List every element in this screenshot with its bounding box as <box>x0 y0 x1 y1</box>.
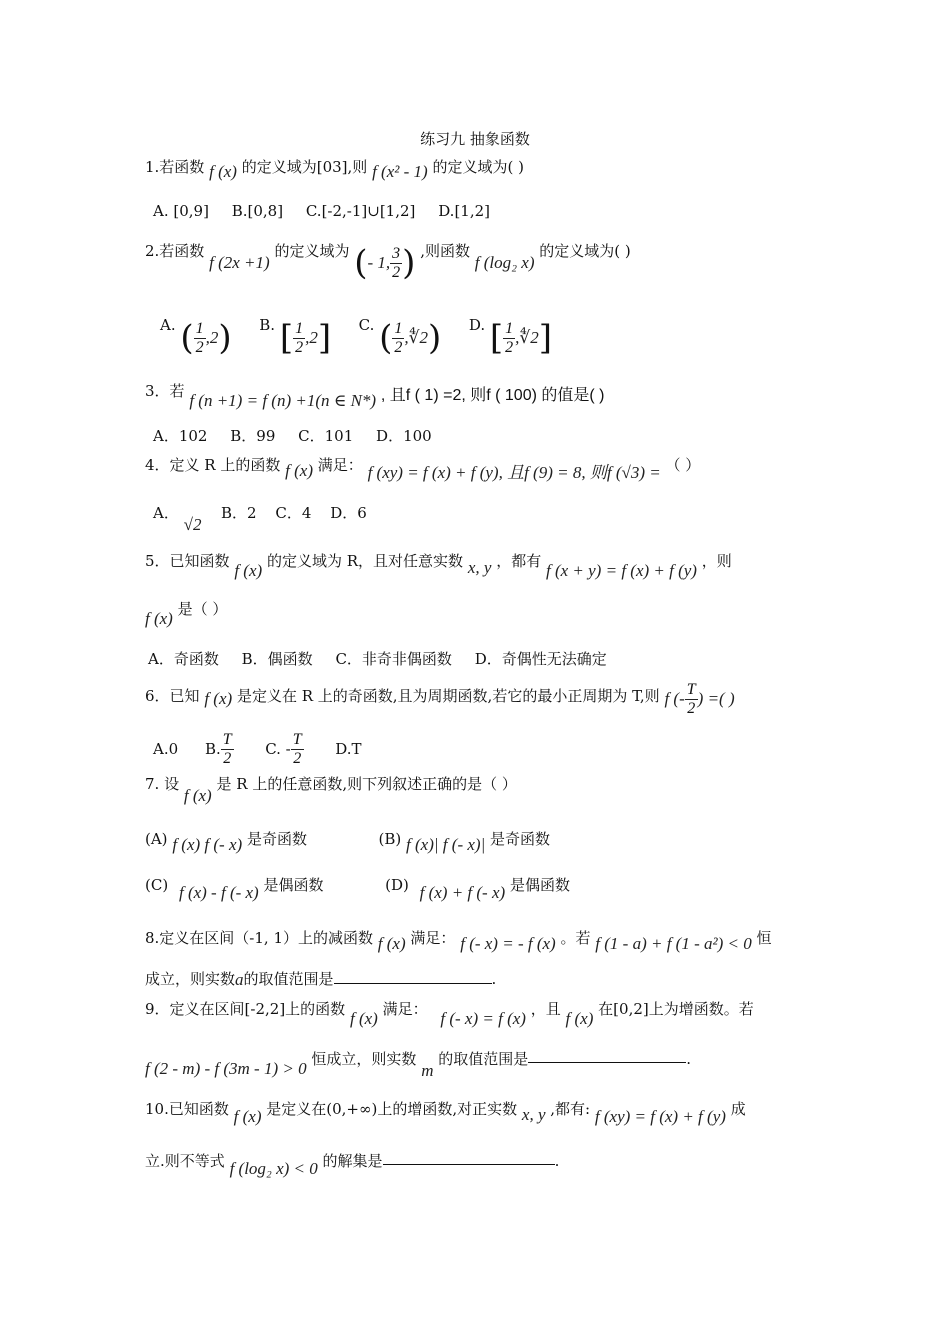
q7-option-c-label: (C) <box>145 876 169 894</box>
q9-line2-text-a: 恒成立，则实数 <box>311 1050 417 1068</box>
q7-option-b-label: (B) <box>378 830 402 848</box>
q9-text-b: 满足： <box>382 1000 428 1018</box>
q7-option-d-label: (D) <box>385 876 409 894</box>
q2-option-c-label: C. <box>358 316 375 334</box>
q4-text-a: 4．定义 R 上的函数 <box>145 456 281 474</box>
q4-math-f: f (x) <box>285 461 313 480</box>
question-9-line2: f (2 - m) - f (3m - 1) > 0 恒成立，则实数 m 的取值范围是 . <box>145 1050 692 1080</box>
q4-option-b: B．2 <box>221 504 257 522</box>
question-3-options <box>153 425 830 447</box>
question-7-options-cd <box>145 874 830 908</box>
q4-option-a-math: √2 <box>183 515 202 534</box>
q10-answer-blank[interactable] <box>383 1150 555 1165</box>
q5-math-condition: f (x + y) = f (x) + f (y) <box>545 561 697 580</box>
q7-option-b-text: 是奇函数 <box>490 830 551 848</box>
q4-math-condition: f (xy) = f (x) + f (y), 且f (9) = 8, 则f (√3) = <box>367 463 661 482</box>
q8-line2-text-a: 成立，则实数 <box>145 970 236 988</box>
q8-text-b: 满足： <box>410 929 456 947</box>
q6-text-b: 是定义在 R 上的奇函数,且为周期函数,若它的最小正周期为 T,则 <box>236 687 660 705</box>
q9-text-a: 9．定义在区间[-2,2]上的函数 <box>145 1000 346 1018</box>
q5-math-f: f (x) <box>234 561 263 580</box>
q8-math-inequality: f (1 - a) + f (1 - a²) < 0 <box>595 934 752 953</box>
q9-math-m: m <box>421 1061 434 1080</box>
q7-option-a-math: f (x) f (- x) <box>172 835 243 854</box>
q2-option-d-label: D. <box>468 316 486 334</box>
question-6-options: A.0 B. $\frac{T}{2}$ C. - $\frac{T}{2}$ D.T <box>153 730 362 767</box>
q2-text-a: 2.若函数 <box>145 242 205 260</box>
q9-text-c: ，且 <box>530 1000 561 1018</box>
q5-math-f2: f (x) <box>145 609 173 628</box>
question-10-line2: 立.则不等式 f (log₂ x) < 0 的解集是 . <box>145 1152 560 1178</box>
q8-line2-text-b: 的取值范围是 <box>243 970 334 988</box>
q10-math-inequality: f (log₂ x) < 0 <box>229 1159 318 1178</box>
q2-interval-frac: $\frac{3}{2}$ <box>392 244 401 281</box>
q5-text-d: ，则 <box>701 552 732 570</box>
q2-text-d: 的定义域为( ) <box>539 242 631 260</box>
q10-text-a: 10.已知函数 <box>145 1100 229 1118</box>
q5-text-e: 是（ ） <box>177 600 228 618</box>
q7-option-d-text: 是偶函数 <box>509 876 570 894</box>
q3-option-d: D．100 <box>376 427 432 445</box>
question-7-stem <box>145 773 830 809</box>
question-5-stem-line2 <box>145 598 830 634</box>
q1-text-c: 的定义域为( ) <box>432 158 524 176</box>
q6-option-c-label: C. - <box>265 740 291 758</box>
q9-line2-text-b: 的取值范围是 <box>438 1050 529 1068</box>
q3-text-a: 3．若 <box>145 382 185 400</box>
q8-text-d: 恒 <box>756 929 772 947</box>
q8-math-a: a <box>235 970 244 989</box>
question-8-line2: 成立，则实数a的取值范围是 . <box>145 970 497 989</box>
q1-math-f: f (x) <box>209 162 237 181</box>
q4-option-a-label: A． <box>153 504 179 522</box>
q1-option-d: D.[1,2] <box>438 202 491 220</box>
q10-text-d: 成 <box>730 1100 746 1118</box>
q2-text-b: 的定义域为 <box>274 242 350 260</box>
q8-math-f: f (x) <box>377 934 406 953</box>
question-4-options <box>153 502 830 538</box>
q3-option-b: B．99 <box>230 427 276 445</box>
question-2-options: A. ( $\frac{1}{2}$ ,2) B. [ $\frac{1}{2}$ ,2] C. ( $\frac{1}{2}$ ,∜2) D. [ $\frac{1}{2}$ ,∜2] <box>160 316 553 358</box>
q6-option-d: D.T <box>335 740 362 758</box>
q3-option-c: C．101 <box>298 427 354 445</box>
q7-option-b-math: f (x)| f (- x)| <box>406 835 486 854</box>
q9-text-d: 在[0,2]上为增函数。若 <box>598 1000 754 1018</box>
question-1-stem <box>145 153 830 183</box>
question-9-stem <box>145 998 830 1032</box>
q7-option-a-text: 是奇函数 <box>246 830 307 848</box>
q8-text-c: 。若 <box>560 929 591 947</box>
q6-option-b-label: B. <box>204 740 221 758</box>
question-7-options-ab <box>145 828 830 862</box>
q6-frac: $\frac{T}{2}$ <box>686 680 696 717</box>
question-5-options <box>148 648 830 670</box>
question-4-stem <box>145 454 830 490</box>
q5-math-xy: x, y <box>467 558 492 577</box>
q1-text-b: 的定义域为[03],则 <box>241 158 368 176</box>
q10-text-c: ,都有: <box>550 1100 591 1118</box>
q2-option-b-label: B. <box>259 316 276 334</box>
q5-option-c: C．非奇非偶函数 <box>335 650 452 668</box>
q6-math-pre: f (- <box>664 689 685 708</box>
q4-text-b: 满足： <box>317 456 363 474</box>
q7-option-c-text: 是偶函数 <box>263 876 324 894</box>
q7-math-f: f (x) <box>183 786 212 805</box>
q5-option-a: A．奇函数 <box>148 650 219 668</box>
q9-math-f: f (x) <box>349 1009 378 1028</box>
question-8-stem <box>145 927 830 961</box>
question-6-stem <box>145 676 830 720</box>
q10-math-xy: x, y <box>521 1105 546 1124</box>
q9-answer-blank[interactable] <box>528 1048 686 1063</box>
q2-option-a-label: A. <box>160 316 176 334</box>
q4-text-c: （ ） <box>665 456 701 474</box>
question-3-stem <box>145 380 830 416</box>
q2-interval-left: - 1, <box>367 253 391 272</box>
q7-option-c-math: f (x) - f (- x) <box>178 883 259 902</box>
q1-option-b: B.[0,8] <box>231 202 284 220</box>
q7-option-a-label: (A) <box>145 830 168 848</box>
q7-text-b: 是 R 上的任意函数,则下列叙述正确的是（ ） <box>216 775 517 793</box>
q3-math: f (n +1) = f (n) +1(n ∈ N*) <box>189 391 377 410</box>
q10-math-condition: f (xy) = f (x) + f (y) <box>594 1107 726 1126</box>
q9-math-condition: f (- x) = f (x) <box>440 1009 526 1028</box>
q8-text-a: 8.定义在区间（-1, 1）上的减函数 <box>145 929 374 947</box>
q6-math-f: f (x) <box>204 689 233 708</box>
q3-text-b: , 且f ( 1) =2, 则f ( 100) 的值是( ) <box>380 387 605 404</box>
q5-text-a: 5．已知函数 <box>145 552 230 570</box>
q6-option-a: A.0 <box>153 740 179 758</box>
q5-option-d: D．奇偶性无法确定 <box>474 650 607 668</box>
q10-math-f: f (x) <box>233 1107 262 1126</box>
q5-text-b: 的定义域为 R，且对任意实数 <box>266 552 464 570</box>
q8-answer-blank[interactable] <box>334 969 492 984</box>
q7-text-a: 7. 设 <box>145 775 180 793</box>
question-10-stem <box>145 1098 830 1132</box>
q2-math-g: f (log₂ x) <box>474 253 535 272</box>
q3-option-a: A．102 <box>153 427 208 445</box>
q4-option-c: C．4 <box>275 504 312 522</box>
question-2-stem: 2.若函数 f (2x +1) 的定义域为 (- 1, $\frac{3}{2}$ ) ,则函数 f (log₂ x) 的定义域为( ) <box>145 242 631 283</box>
q10-line2-text-b: 的解集是 <box>322 1152 383 1170</box>
q7-option-d-math: f (x) + f (- x) <box>419 883 506 902</box>
q5-text-c: ，都有 <box>496 552 542 570</box>
q5-option-b: B．偶函数 <box>241 650 313 668</box>
page-title: 练习九 抽象函数 <box>420 130 530 148</box>
question-1-options <box>153 200 830 222</box>
question-5-stem <box>145 550 830 586</box>
q10-line2-text-a: 立.则不等式 <box>145 1152 225 1170</box>
q9-math-f2: f (x) <box>565 1009 594 1028</box>
q6-math-post: ) =( ) <box>697 689 735 708</box>
q4-option-d: D．6 <box>330 504 367 522</box>
q1-option-a: A. [0,9] <box>153 202 209 220</box>
q2-math-f: f (2x +1) <box>209 253 270 272</box>
q9-math-inequality: f (2 - m) - f (3m - 1) > 0 <box>145 1059 307 1078</box>
q8-math-condition: f (- x) = - f (x) <box>460 934 556 953</box>
q1-math-g: f (x² - 1) <box>372 162 428 181</box>
q10-text-b: 是定义在(0,+∞)上的增函数,对正实数 <box>266 1100 518 1118</box>
q2-text-c: ,则函数 <box>420 242 470 260</box>
q6-text-a: 6．已知 <box>145 687 200 705</box>
q1-text-a: 1.若函数 <box>145 158 205 176</box>
q1-option-c: C.[-2,-1]∪[1,2] <box>305 202 416 220</box>
